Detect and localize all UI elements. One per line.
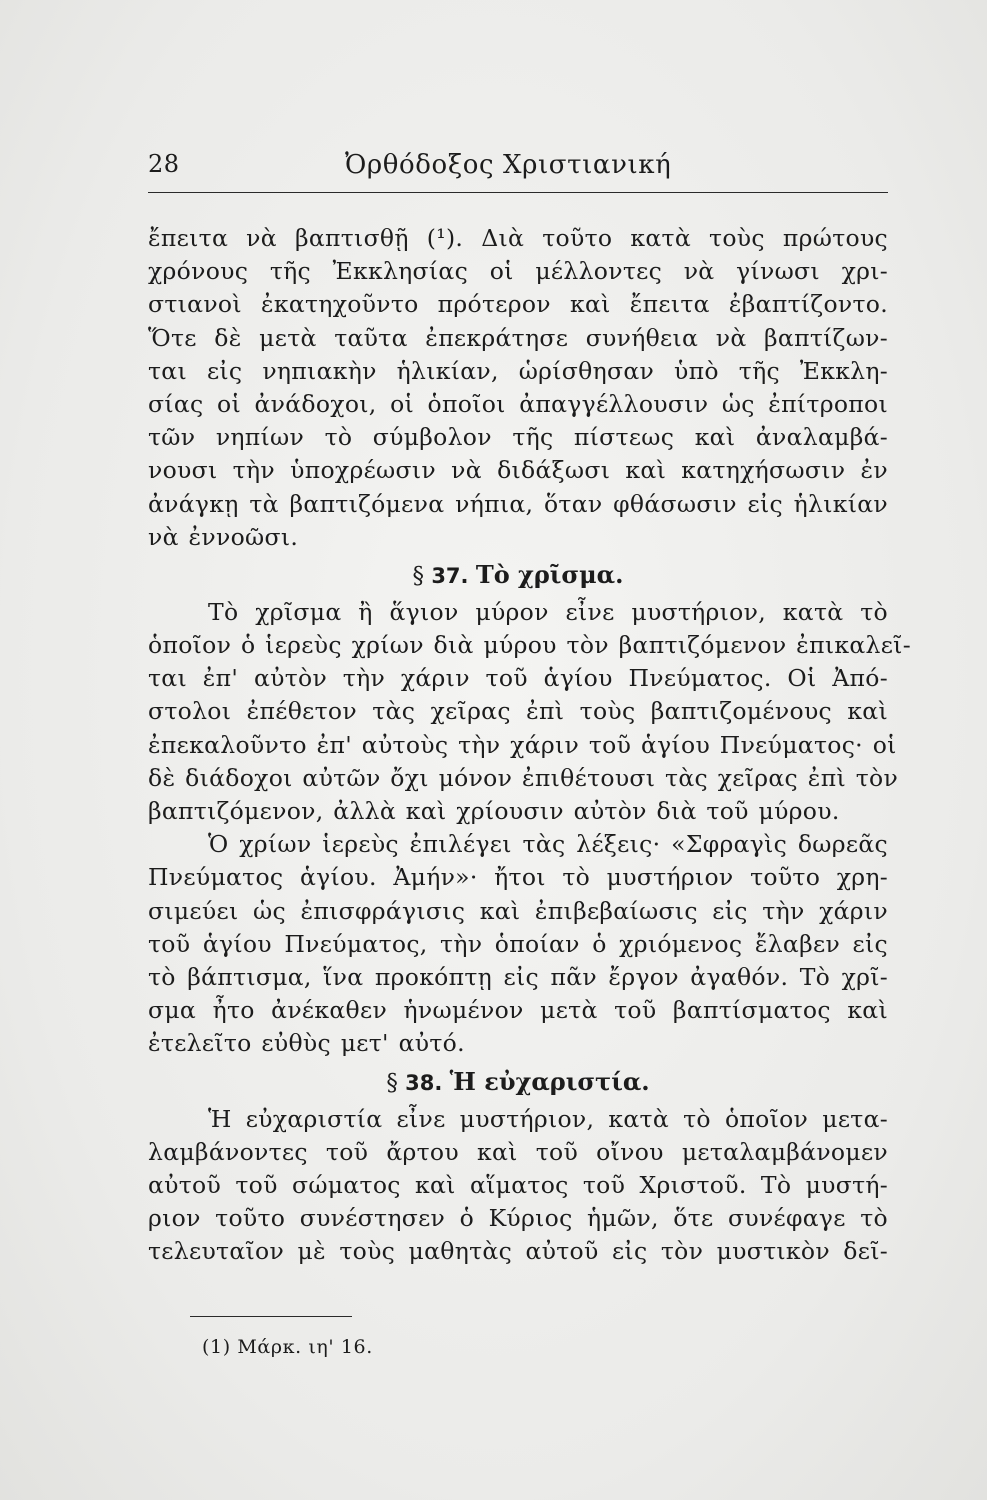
- text-line: σίας οἱ ἀνάδοχοι, οἱ ὁποῖοι ἀπαγγέλλουσιν ὡς ἐπίτροποι: [148, 389, 888, 418]
- text-line: χρόνους τῆς Ἐκκλησίας οἱ μέλλοντες νὰ γίνωσι χρι-: [148, 257, 888, 286]
- text-line: σμα ἦτο ἀνέκαθεν ἡνωμένον μετὰ τοῦ βαπτίσματος καὶ: [148, 996, 888, 1025]
- text-line: ἐπεκαλοῦντο ἐπ' αὐτοὺς τὴν χάριν τοῦ ἁγίου Πνεύματος· οἱ: [148, 730, 897, 759]
- section-title: Τὸ χρῖσμα.: [475, 559, 624, 589]
- text-line: Τὸ χρῖσμα ἢ ἅγιον μύρον εἶνε μυστήριον, κατὰ τὸ: [208, 597, 888, 626]
- section-heading-38: [148, 1061, 888, 1103]
- footnote: (1) Μάρκ. ιη' 16.: [202, 1336, 373, 1358]
- text-line: ὁποῖον ὁ ἱερεὺς χρίων διὰ μύρου τὸν βαπτιζόμενον ἐπικαλεῖ-: [148, 631, 911, 660]
- text-line: τῶν νηπίων τὸ σύμβολον τῆς πίστεως καὶ ἀναλαμβά-: [148, 423, 888, 452]
- page-header: [148, 150, 888, 190]
- text-line: Ἡ εὐχαριστία εἶνε μυστήριον, κατὰ τὸ ὁποῖον μετα-: [208, 1104, 888, 1133]
- text-line: νουσι τὴν ὑποχρέωσιν νὰ διδάξωσι καὶ κατηχήσωσιν ἐν: [148, 456, 888, 485]
- footnote-rule: [190, 1316, 352, 1317]
- text-line: αὐτοῦ τοῦ σώματος καὶ αἵματος τοῦ Χριστοῦ. Τὸ μυστή-: [148, 1170, 888, 1199]
- text-line: τοῦ ἁγίου Πνεύματος, τὴν ὁποίαν ὁ χριόμενος ἔλαβεν εἰς: [148, 929, 888, 958]
- paragraph-chrism: [148, 596, 911, 828]
- section-heading-37: [148, 554, 888, 596]
- running-title: Ὀρθόδοξος Χριστιανική: [345, 150, 672, 180]
- text-line: βαπτιζόμενον, ἀλλὰ καὶ χρίουσιν αὐτὸν διὰ τοῦ μύρου.: [148, 797, 840, 825]
- text-line: Ὁ χρίων ἱερεὺς ἐπιλέγει τὰς λέξεις· «Σφραγὶς δωρεᾶς: [208, 830, 888, 859]
- text-line: ται εἰς νηπιακὴν ἡλικίαν, ὡρίσθησαν ὑπὸ τῆς Ἐκκλη-: [148, 356, 888, 385]
- header-rule: [148, 192, 888, 193]
- text-line: στιανοὶ ἐκατηχοῦντο πρότερον καὶ ἔπειτα ἐβαπτίζοντο.: [148, 290, 888, 319]
- section-number: 38.: [405, 1070, 443, 1095]
- text-line: τὸ βάπτισμα, ἵνα προκόπτῃ εἰς πᾶν ἔργον ἀγαθόν. Τὸ χρῖ-: [148, 962, 888, 991]
- text-line: ριον τοῦτο συνέστησεν ὁ Κύριος ἡμῶν, ὅτε συνέφαγε τὸ: [148, 1204, 888, 1233]
- text-line: ται ἐπ' αὐτὸν τὴν χάριν τοῦ ἁγίου Πνεύματος. Οἱ Ἀπό-: [148, 664, 888, 693]
- text-line: σιμεύει ὡς ἐπισφράγισις καὶ ἐπιβεβαίωσις εἰς τὴν χάριν: [148, 896, 888, 925]
- section-sign: §: [386, 1069, 398, 1096]
- section-number: 37.: [431, 563, 469, 588]
- page-number: 28: [148, 150, 180, 178]
- paragraph-eucharist: [148, 1103, 888, 1269]
- text-line: Ὅτε δὲ μετὰ ταῦτα ἐπεκράτησε συνήθεια νὰ βαπτίζων-: [148, 323, 888, 352]
- text-line: δὲ διάδοχοι αὐτῶν ὄχι μόνον ἐπιθέτουσι τὰς χεῖρας ἐπὶ τὸν: [148, 763, 899, 792]
- paragraph-chrism-words: [148, 828, 888, 1060]
- paragraph-baptism-continued: [148, 222, 888, 554]
- text-line: ἔπειτα νὰ βαπτισθῇ (¹). Διὰ τοῦτο κατὰ τοὺς πρώτους: [148, 224, 888, 252]
- text-line: Πνεύματος ἁγίου. Ἀμήν»· ἤτοι τὸ μυστήριον τοῦτο χρη-: [148, 863, 888, 892]
- text-line: στολοι ἐπέθετον τὰς χεῖρας ἐπὶ τοὺς βαπτιζομένους καὶ: [148, 697, 888, 726]
- text-line: ἐτελεῖτο εὐθὺς μετ' αὐτό.: [148, 1029, 465, 1058]
- body-text: [148, 222, 911, 1268]
- text-line: νὰ ἐννοῶσι.: [148, 522, 299, 551]
- text-line: τελευταῖον μὲ τοὺς μαθητὰς αὐτοῦ εἰς τὸν μυστικὸν δεῖ-: [148, 1237, 888, 1266]
- section-sign: §: [412, 562, 424, 589]
- section-title: Ἡ εὐχαριστία.: [449, 1066, 650, 1096]
- text-line: λαμβάνοντες τοῦ ἄρτου καὶ τοῦ οἴνου μεταλαμβάνομεν: [148, 1137, 888, 1166]
- text-line: ἀνάγκῃ τὰ βαπτιζόμενα νήπια, ὅταν φθάσωσιν εἰς ἡλικίαν: [148, 489, 888, 518]
